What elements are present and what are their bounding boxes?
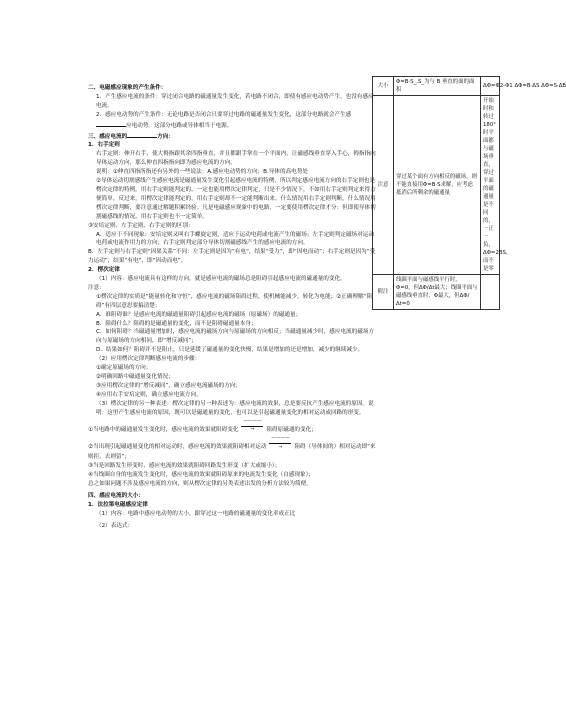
- arrow-icon: ————→: [241, 418, 263, 436]
- paragraph: ①楞次定律的实质是“能量转化和守恒”，感应电流的磁场阻碍过程，使机械能减少，转化为电能；②正确理解“阻碍”有四层意思要搞清楚：: [96, 293, 373, 309]
- text: 方向：: [157, 133, 174, 140]
- paragraph: [88, 111, 378, 131]
- section-heading: 二、电磁感应现象的产生条件：: [88, 85, 167, 91]
- list-item: ④当线圈自身的电流发生变化时，感应电流的效果就阻碍原来的电流发生变化（自感现象）；: [88, 471, 314, 478]
- text: ①当电路中的磁通量发生变化时，感应电流的效果就阻碍变化: [88, 426, 239, 433]
- row-label: 注意: [373, 96, 394, 275]
- subheading: 1．右手定则: [88, 142, 120, 149]
- table-row: [373, 275, 500, 310]
- blank: [96, 120, 126, 127]
- paragraph: B．左手定则与右手定则“因果关系”不同：左手定则是因为“有电”，结果“受力”，即“因电而动”；右手定则是因为“受力运动”，结果“有电”，即“因动而电”。: [88, 249, 376, 265]
- blank: [127, 131, 157, 138]
- list-item: ③应用楞次定律的“增反减同”，确立感应电流磁场的方向；: [96, 382, 242, 389]
- paragraph: （2）表达式：: [96, 522, 134, 529]
- paragraph: C．如何阻碍？当磁通量增加时，感应电流的磁场方向与原磁场的方向相反；当磁通量减少时，感应电流的磁场方向与原磁场的方向相同，即“增反减同”；: [96, 329, 375, 345]
- magnetic-flux-table: [372, 76, 566, 310]
- list-item: ④应用右手安培定则，确立感应电流方向。: [96, 391, 202, 398]
- paragraph: 右手定则：伸开右手，使大拇指跟其余四指垂直，并且都跟手掌在一个平面内，让磁感线垂直穿入手心，拇指指向导体运动方向，那么伸直四指指向即为感应电流的方向。: [96, 151, 376, 167]
- text: 应电动势。这部分电路或导体相当于电源。: [126, 122, 233, 129]
- document-body: [88, 84, 378, 530]
- row-label: 大小: [373, 77, 394, 96]
- paragraph: （3）楞次定律的另一种表述：楞次定律的另一种表述为：感应电流的效果，总是要反抗产生感应电流的原因。说明：这里产生感应电流的原因，既可以是磁通量的变化，也可以是引起磁通量变化的相对运动或回路的形变。: [96, 400, 374, 416]
- paragraph: ③安培定则、左手定则、右手定则的区别：: [88, 222, 194, 229]
- paragraph: D．结果如何？阻碍并不是阻止，只是延缓了磁通量的变化快慢，结果是增加的还是增加，减少的继续减少。: [96, 347, 364, 354]
- paragraph: A．谁阻碍谁？是感应电流的磁通量阻碍引起感应电流的磁场（原磁场）的磁通量；: [96, 311, 302, 318]
- paragraph: [88, 435, 378, 462]
- paragraph: A．适应于不同现象：安培定则又叫右手螺旋定则，适应于运动电荷或电流产生的磁场；左手定则判定磁场对运动电荷或电流作用力的方向；右手定则判定部分导体切割磁感线产生的感应电流的方向。: [96, 231, 374, 247]
- paragraph: （2）应用楞次定律判断感应电流的步骤：: [96, 356, 201, 363]
- list-item: ②明确回路中磁通量变化情况；: [96, 374, 174, 380]
- list-item: ③当是回路发生形变时，感应电流的效果就阻碍回路发生形变（扩大或缩小）；: [88, 463, 281, 470]
- table-row: [373, 96, 500, 275]
- paragraph: （1）内容：感应电流具有这样的方向，就是感应电流的磁场总是阻碍引起感应电流的磁通量的变化。: [96, 276, 346, 283]
- row-content: Φ=B·S_,S_为与 B 垂直的面的面积: [394, 77, 481, 96]
- paragraph: 1．产生感应电流的条件：穿过闭合电路的磁通量发生变化，若电路不闭合，即使有感应电动势产生，也没有感应电流。: [96, 93, 374, 109]
- paragraph: [88, 418, 378, 436]
- row-extra: [481, 275, 500, 310]
- row-extra: ΔΦ=Φ2-Φ1 ΔΦ=B·ΔS ΔΦ=S·ΔB: [481, 77, 500, 96]
- subheading: 1．法拉第电磁感应定律: [88, 501, 148, 508]
- row-label: 附注: [373, 275, 394, 310]
- section-heading: [88, 131, 378, 142]
- text: 阻碍（导体间的）相对运动即“来则拒，去则留”；: [88, 444, 376, 461]
- text: 三、感应电流的: [88, 133, 128, 140]
- table-row: [373, 77, 500, 96]
- text: ②当出现引起磁通量变化的相对运动时，感应电流的效果就阻碍相对运动: [88, 444, 267, 451]
- row-content: 线圈平面与磁感线平行时，Φ=0，但ΔΦ/Δt最大；线圈平面与磁感线垂直时，Φ最大，但ΔΦ/Δt=0: [394, 275, 481, 310]
- paragraph: （1）内容：电路中感应电动势的大小，跟穿过这一电路的磁通量的变化率成正比: [96, 510, 296, 517]
- arrow-icon: ————→: [269, 435, 291, 453]
- text: 2．感应电动势的产生条件：无论电路是否闭合只要穿过电路的磁通量发生变化，这部分电路就会产生感: [96, 111, 352, 118]
- row-extra: 开始时和转过180°时平面都与磁场垂直，穿过平面的磁通量是不同的，一正一负，ΔΦ=2BS，而不是零: [481, 96, 500, 275]
- subheading: 2．楞次定律: [88, 267, 120, 274]
- paragraph: ②导体运动切割感线产生感应电流是磁通量发生变化引起感应电流的特例，所以判定感应电流方向的右手定则也是楞次定律的特例。用右手定则能判定的，一定也能用楞次定律判定，只是不少情况下，不如用右手定则判定来得方便简单。反过来，用楞次定律能判定的，用右手定则却不一定能判断出来。什么情况用右手定则判断，什么情况用楞次定律判断，要注意通过解题积累经验。凡是电磁感应现象中的电路，一定要使用楞次定律才分：但即使导体切割磁感线的情况，用右手定则也不一定简单。: [96, 178, 376, 220]
- paragraph: B．阻碍什么？阻碍的是磁通量的变化，而不是阻碍磁通量本身；: [96, 320, 257, 327]
- paragraph: 说明：①伸直四指所指还有另外的一些说法：A.感应电动势的方向；B.导体的高电势处: [96, 169, 308, 176]
- list-item: ①确定原磁场的方向；: [96, 365, 152, 372]
- paragraph: 注意：: [88, 284, 105, 291]
- text: 阻碍原磁通的变化；: [266, 426, 317, 433]
- paragraph: 总之如果问题不涉及感应电流的方向，则从楞次定律的另类表述出发的分析方法较为简便。: [88, 480, 312, 487]
- section-heading: 四、感应电流的大小：: [88, 492, 144, 499]
- row-content: 穿过某个面有方向相反的磁场，则不能直接用Φ=B·S求解，应考虑抵消后所剩余的磁通量: [394, 96, 481, 275]
